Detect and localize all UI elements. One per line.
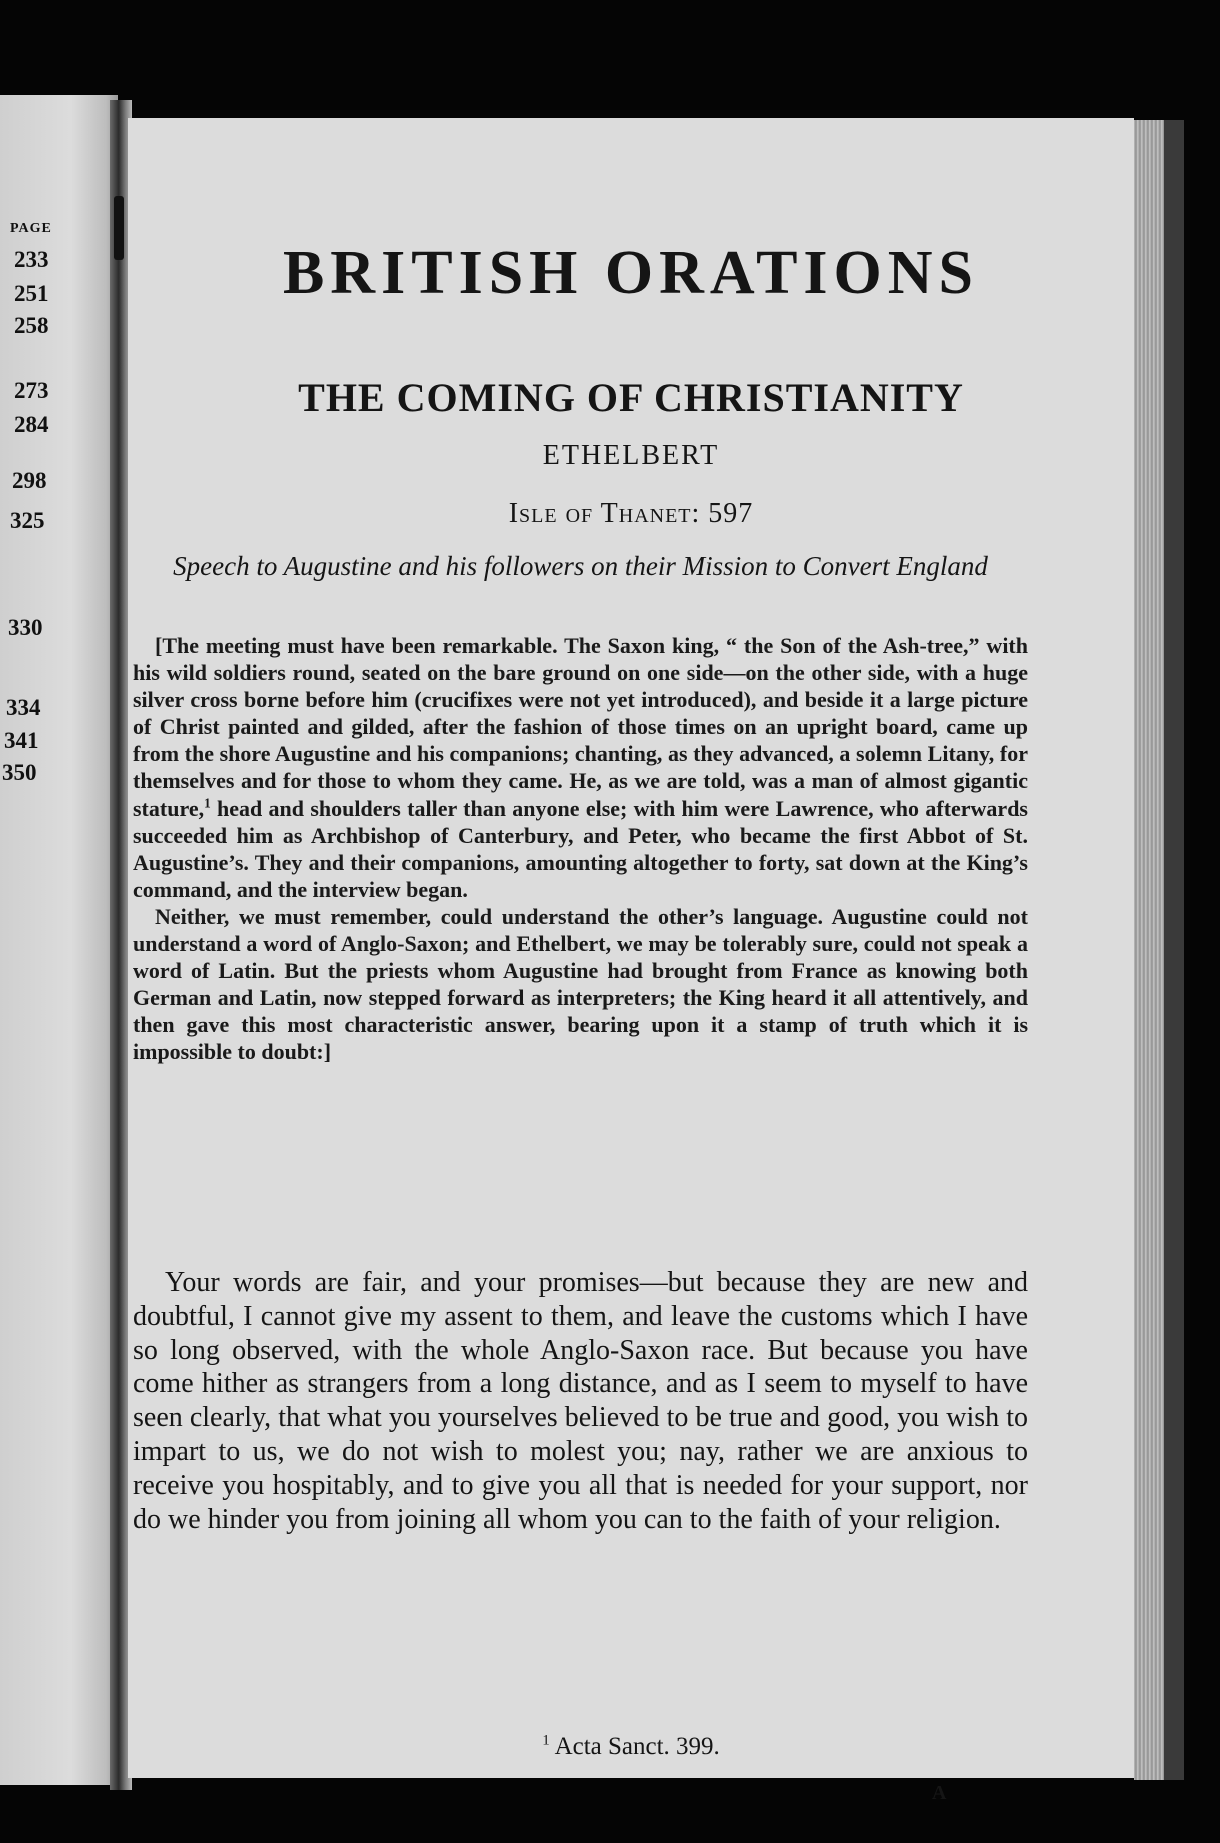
footnote [128,1733,1134,1761]
page-column-header: PAGE [10,221,52,236]
footnote-text: Acta Sanct. 399. [554,1733,720,1760]
chapter-title: THE COMING OF CHRISTIANITY [298,375,964,420]
book-title: BRITISH ORATIONS [282,239,980,307]
page-number: 284 [14,412,49,437]
page-number: 330 [8,615,43,640]
page-number: 341 [4,728,39,753]
page-number: 258 [14,313,49,338]
signature-mark: A [932,1782,947,1804]
speech-paragraph: Your words are fair, and your promises—but because they are new and doubtful, I cannot give my assent to them, and leave the customs which I have so long observed, with the whole Anglo-Saxon race. But because you have come hither as strangers from a long distance, and as I seem to myself to have seen clearly, that what you yourselves believed to be true and good, you wish to impart to us, we do not wish to molest you; nay, rather we are anxious to receive you hospitably, and to give you all that is needed for your support, nor do we hinder you from joining all whom you can to the faith of your religion. [133,1267,1028,1535]
book-cover-edge [1164,120,1184,1780]
page-number: 273 [14,378,49,403]
intro-paragraph: Neither, we must remember, could understand the other’s language. Augustine could not understand a word of Anglo-Saxon; and Ethelbert, we may be tolerably sure, could not speak a word of Latin. But the priests whom Augustine had brought from France as knowing both German and Latin, now stepped forward as interpreters; the King heard it all attentively, and then gave this most characteristic answer, bearing upon it a stamp of truth which it is impossible to doubt:] [133,903,1028,1065]
speech-text [133,1266,1028,1536]
place-and-date: Isle of Thanet: 597 [508,498,754,529]
page-number: 334 [6,695,41,720]
intro-paragraph [133,632,1028,903]
speech-subtitle: Speech to Augustine and his followers on their Mission to Convert England [173,551,988,581]
intro-text-part: head and shoulders taller than anyone else; with him were Lawrence, who afterwards succeeded him as Archbishop of Canterbury, and Peter, who became the first Abbot of St. Augustine’s. They and their companions, amounting altogether to forty, sat down at the King’s command, and the interview began. [133,795,1028,902]
gutter-mark [114,196,124,260]
page-number: 251 [14,281,49,306]
footnote-reference: 1 [204,795,211,811]
page-number: 233 [14,247,49,272]
speaker-name: ETHELBERT [542,440,720,471]
page-number: 298 [12,468,47,493]
intro-text-part: [The meeting must have been remarkable. The Saxon king, “ the Son of the Ash-tree,” with his wild soldiers round, seated on the bare ground on one side—on the other side, with a huge silver cross borne before him (crucifixes were not yet introduced), and beside it a large picture of Christ painted and gilded, after the fashion of those times on an upright board, came up from the shore Augustine and his companions; chanting, as they advanced, a solemn Litany, for themselves and for those to whom they came. He, as we are told, was a man of almost gigantic stature, [133,633,1028,821]
intro-text [133,632,1028,1066]
page-number: 350 [2,760,37,785]
book-page [128,118,1134,1804]
page-number: 325 [10,508,45,533]
page-edges [1134,120,1164,1780]
left-facing-page [0,95,118,1785]
footnote-mark: 1 [542,1732,550,1749]
